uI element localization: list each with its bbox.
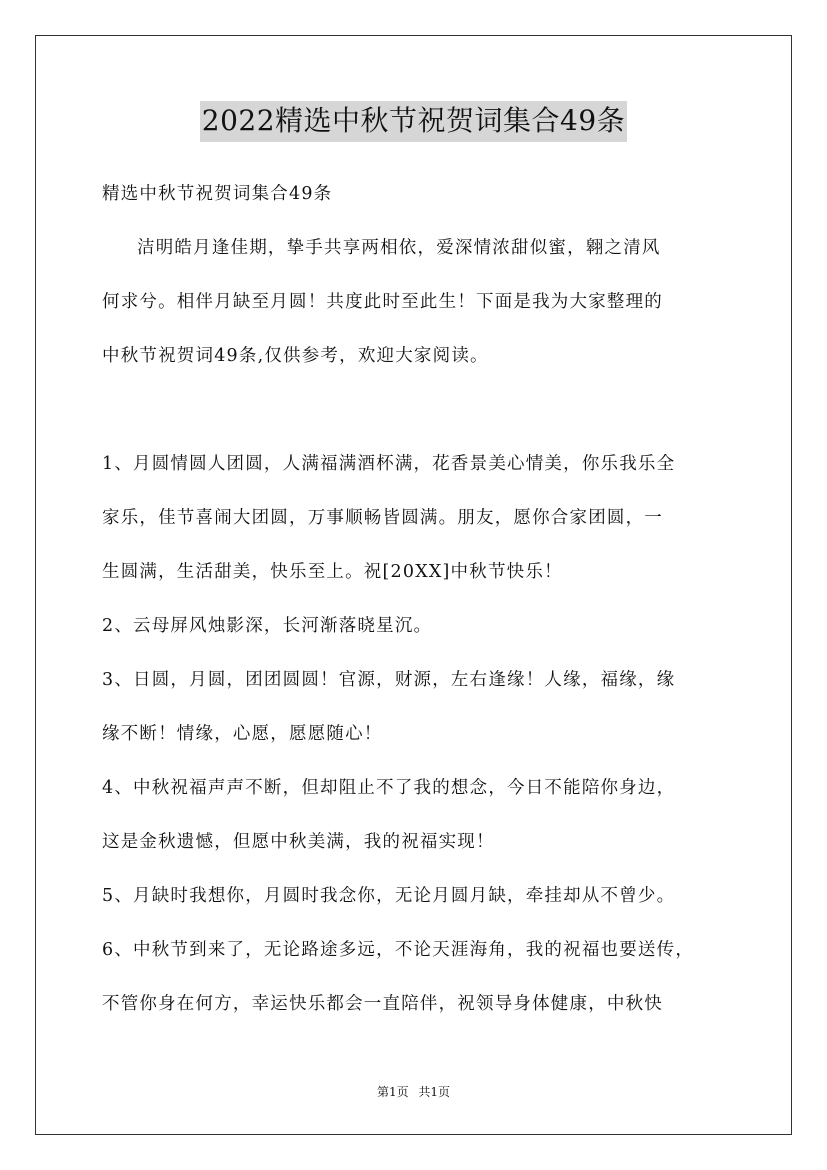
title-block <box>0 101 827 142</box>
paragraph-line: 中秋节祝贺词49条,仅供参考，欢迎大家阅读。 <box>102 346 489 366</box>
document-title: 2022精选中秋节祝贺词集合49条 <box>200 101 627 142</box>
paragraph-line: 6、中秋节到来了，无论路途多远，不论天涯海角，我的祝福也要送传， <box>102 940 695 960</box>
paragraph-line: 何求兮。相伴月缺至月圆！共度此时至此生！下面是我为大家整理的 <box>102 292 663 312</box>
page-total: 共1页 <box>418 1085 451 1099</box>
paragraph-line: 1、月圆情圆人团圆，人满福满酒杯满，花香景美心情美，你乐我乐全 <box>102 454 676 474</box>
paragraph-line: 这是金秋遗憾，但愿中秋美满，我的祝福实现！ <box>102 832 495 852</box>
page-footer <box>0 1084 827 1100</box>
paragraph-line: 2、云母屏风烛影深，长河渐落晓星沉。 <box>102 616 433 636</box>
paragraph-line: 4、中秋祝福声声不断，但却阻止不了我的想念，今日不能陪你身边， <box>102 778 676 798</box>
paragraph-line: 生圆满，生活甜美，快乐至上。祝[20XX]中秋节快乐！ <box>102 562 563 582</box>
paragraph-line: 洁明皓月逢佳期，挚手共享两相依，爱深情浓甜似蜜，翱之清风 <box>137 238 661 258</box>
paragraph-line: 不管你身在何方，幸运快乐都会一直陪伴，祝领导身体健康，中秋快 <box>102 994 663 1014</box>
paragraph-line: 5、月缺时我想你，月圆时我念你，无论月圆月缺，牵挂却从不曾少。 <box>102 886 676 906</box>
paragraph-line: 缘不断！情缘，心愿，愿愿随心！ <box>102 724 383 744</box>
page-number: 第1页 <box>376 1085 409 1099</box>
document-subtitle: 精选中秋节祝贺词集合49条 <box>102 184 333 204</box>
paragraph-line: 3、日圆，月圆，团团圆圆！官源，财源，左右逢缘！人缘，福缘，缘 <box>102 670 676 690</box>
paragraph-line: 家乐，佳节喜闹大团圆，万事顺畅皆圆满。朋友，愿你合家团圆，一 <box>102 508 663 528</box>
